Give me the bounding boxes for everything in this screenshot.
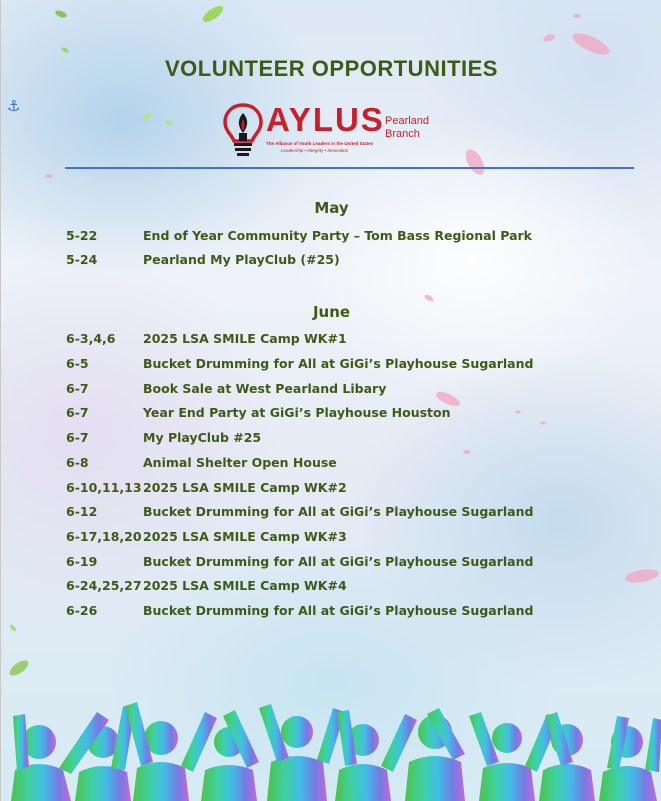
event-title: 2025 LSA SMILE Camp WK#3 bbox=[143, 529, 347, 544]
logo-wordmark: AYLUS bbox=[266, 101, 385, 138]
list-item bbox=[66, 252, 626, 270]
list-item bbox=[66, 356, 626, 374]
event-date: 6-19 bbox=[66, 554, 98, 569]
event-title: 2025 LSA SMILE Camp WK#4 bbox=[143, 578, 347, 593]
event-date: 6-12 bbox=[66, 504, 98, 519]
list-item bbox=[66, 529, 626, 547]
list-item bbox=[66, 455, 626, 473]
list-item bbox=[66, 381, 626, 399]
event-date: 6-24,25,27 bbox=[66, 578, 142, 593]
logo-motto: Leadership • Integrity • Innovation bbox=[281, 148, 349, 153]
event-title: End of Year Community Party – Tom Bass Regional Park bbox=[143, 228, 532, 243]
event-title: My PlayClub #25 bbox=[143, 430, 262, 445]
logo-branch-line2: Branch bbox=[385, 128, 420, 140]
logo-branch-line1: Pearland bbox=[385, 115, 430, 127]
crowd-silhouette bbox=[11, 702, 661, 801]
event-date: 5-22 bbox=[66, 228, 98, 243]
event-title: Bucket Drumming for All at GiGi’s Playhouse Sugarland bbox=[143, 356, 534, 371]
event-date: 6-8 bbox=[66, 455, 89, 470]
event-title: Year End Party at GiGi’s Playhouse Houston bbox=[143, 405, 451, 420]
list-item bbox=[66, 331, 626, 349]
aylus-logo bbox=[223, 101, 443, 159]
event-date: 6-7 bbox=[66, 405, 89, 420]
event-date: 6-7 bbox=[66, 430, 89, 445]
event-date: 6-10,11,13 bbox=[66, 480, 142, 495]
event-date: 5-24 bbox=[66, 252, 98, 267]
event-title: Book Sale at West Pearland Libary bbox=[143, 381, 387, 396]
list-item bbox=[66, 430, 626, 448]
event-title: Animal Shelter Open House bbox=[143, 455, 337, 470]
event-title: Bucket Drumming for All at GiGi’s Playhouse Sugarland bbox=[143, 603, 534, 618]
list-item bbox=[66, 405, 626, 423]
event-title: 2025 LSA SMILE Camp WK#1 bbox=[143, 331, 347, 346]
logo-branch bbox=[385, 115, 429, 141]
section-heading-june: June bbox=[312, 303, 351, 321]
list-item bbox=[66, 578, 626, 596]
anchor-icon: ⚓ bbox=[7, 97, 21, 115]
list-item bbox=[66, 480, 626, 498]
event-title: Pearland My PlayClub (#25) bbox=[143, 252, 340, 267]
event-title: 2025 LSA SMILE Camp WK#2 bbox=[143, 480, 347, 495]
event-date: 6-5 bbox=[66, 356, 89, 371]
list-item bbox=[66, 504, 626, 522]
event-date: 6-3,4,6 bbox=[66, 331, 116, 346]
logo-subtitle: The Alliance of Youth Leaders in the United States bbox=[266, 141, 374, 146]
petal-icon bbox=[45, 14, 660, 585]
list-item bbox=[66, 228, 626, 246]
list-item bbox=[66, 603, 626, 621]
section-heading-may: May bbox=[314, 199, 349, 217]
event-date: 6-7 bbox=[66, 381, 89, 396]
page-title: VOLUNTEER OPPORTUNITIES bbox=[165, 56, 498, 81]
event-title: Bucket Drumming for All at GiGi’s Playhouse Sugarland bbox=[143, 554, 534, 569]
list-item bbox=[66, 554, 626, 572]
event-date: 6-17,18,20 bbox=[66, 529, 142, 544]
event-date: 6-26 bbox=[66, 603, 98, 618]
torch-bulb-icon bbox=[223, 101, 263, 157]
divider-line bbox=[65, 167, 634, 169]
event-title: Bucket Drumming for All at GiGi’s Playhouse Sugarland bbox=[143, 504, 534, 519]
